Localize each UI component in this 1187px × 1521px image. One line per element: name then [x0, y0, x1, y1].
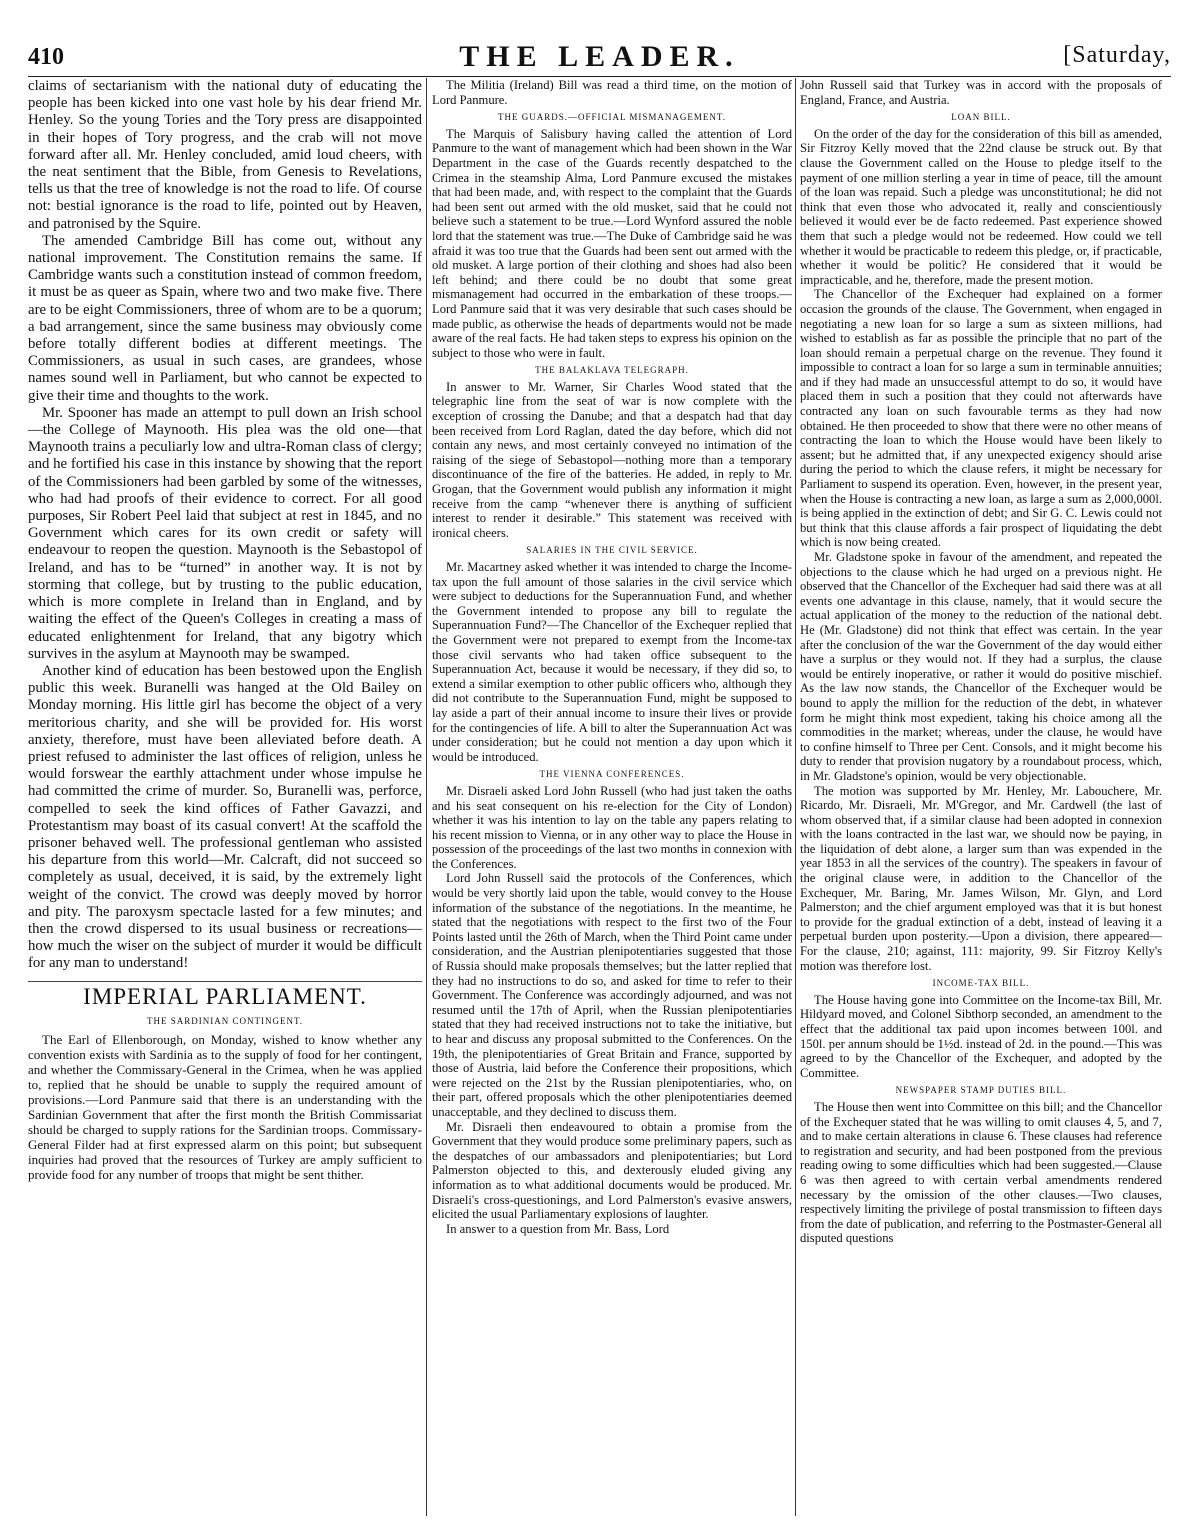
paragraph: The Marquis of Salisbury having called the attention of Lord Panmure to the want of management which had been shown in the War Department in the case of the Guards recently despatched to the Crimea in the steamship Alma, Lord Panmure excused the mistakes that had been made, and, with respect to the complaint that the Guards had been sent out armed with the old musket, said that he could not believe such a statement to be true.—Lord Wynford assured the noble lord that the statement was true.—The Duke of Cambridge said he was afraid it was too true that the Guards had been sent out armed with the old musket. A large portion of their clothing and shoes had also been left behind; and there could be no doubt that some great mismanagement had occurred in the embarkation of these troops.—Lord Panmure said that it was very desirable that such cases should be made public, as otherwise the heads of departments would not be made aware of the real facts. He had taken steps to express his opinion on the subject to those who were in fault.	[432, 126, 792, 360]
paragraph: The Chancellor of the Exchequer had explained on a former occasion the grounds of the clause. The Government, when engaged in negotiating a new loan for so large a sum as sixteen millions, had wished to establish as far as possible the principle that no part of the loan should remain a perpetual charge on the revenue. They found it impossible to contract a loan for so large a sum in terminable annuities; and if they had made an unsuccessful attempt to do so, it would have placed them in such a position that they could not afterwards have contracted any loan on such favourable terms as they had now obtained. He then proceeded to show that there were no other means of contracting the loan to which the House would have been likely to assent; but he admitted that, if any unexpected exigency should arise during the period to which the clause refers, it might be necessary for Parliament to suspend its operation. Even, however, in the present year, when the House is contracting a new loan, as large a sum as 2,000,000l. is being applied in the extinction of debt; and Sir G. C. Lewis could not but think that this clause affords a fair prospect of liquidating the debt which is now being created.	[800, 287, 1162, 550]
page-header	[28, 40, 1171, 77]
paragraph: The Earl of Ellenborough, on Monday, wished to know whether any convention exists with Sardinia as to the supply of food for her contingent, and whether the Commissary-General in the Crimea, when he was applied to, replied that he should be unable to supply the required amount of provisions.—Lord Panmure said that there is an understanding with the Sardinian Government that after the first month the British Commissariat should be charged to supply rations for the Sardinian troops. Commissary-General Filder had at first expressed alarm on this point; but subsequent inquiries had proved that the resources of Turkey are amply sufficient to provide food for any number of troops that might be sent thither.	[28, 1031, 422, 1182]
issue-day: [Saturday,	[1063, 42, 1171, 68]
paragraph: The House having gone into Committee on the Income-tax Bill, Mr. Hildyard moved, and Colonel Sibthorp seconded, an amendment to the effect that the additional tax paid upon incomes between 100l. and 150l. per annum should be 1½d. instead of 2d. in the pound.—This was agreed to by the Chancellor of the Exchequer, and adopted by the Committee.	[800, 992, 1162, 1080]
paragraph: On the order of the day for the consideration of this bill as amended, Sir Fitzroy Kelly moved that the 22nd clause be struck out. By that clause the Government called on the House to pledge itself to the payment of one million sterling a year in time of peace, till the amount of the loan was repaid. Such a pledge was unconstitutional; he did not think that even those who advocated it, really and conscientiously believed it would ever be de facto redeemed. Past experience showed them that such a pledge would not be redeemed. How could we tell whether it would be practicable to redeem this pledge, or, if practicable, whether it would be politic? He considered that it would be impracticable, and he, therefore, made the present motion.	[800, 126, 1162, 287]
paragraph: Mr. Gladstone spoke in favour of the amendment, and repeated the objections to the clause which he had urged on a previous night. He observed that the Chancellor of the Exchequer had said there was at all events one advantage in this clause, namely, that it would secure the actual application of the money to the reduction of the national debt. He (Mr. Gladstone) did not think that effect was certain. In the year after the conclusion of the war the Government of the day would either have a surplus or they would not. If they had a surplus, the clause would be entirely inoperative, or rather it would do positive mischief. As the law now stands, the Chancellor of the Exchequer would be bound to apply the million for the reduction of the debt, in whatever form he might think most expedient, taking his choice among all the commodities in the market; whereas, under the clause, he would have to confine himself to Three per Cent. Consols, and it might become his duty to render that provision nugatory by a roundabout process, which, in Mr. Gladstone's opinion, would be very objectionable.	[800, 550, 1162, 783]
paragraph: Mr. Disraeli asked Lord John Russell (who had just taken the oaths and his seat consequent on his re-election for the City of London) whether it was his intention to lay on the table any papers relating to his recent mission to Vienna, or in any other way to place the House in possession of the proceedings of the last two months in connexion with the Conferences.	[432, 783, 792, 871]
paragraph: Mr. Macartney asked whether it was intended to charge the Income-tax upon the full amount of those salaries in the civil service which were subject to deductions for the Superannuation Fund, and whether the Government intended to propose any bill to regulate the Superannuation Fund?—The Chancellor of the Exchequer replied that the Government were not prepared to exempt from the Income-tax those civil servants who had taken office subsequent to the Superannuation Act, because it would be necessary, if they did so, to extend a similar exemption to other public officers who, although they did not contribute to the Superannuation Fund, might be supposed to lay aside a part of their annual income to insure their lives or provide for the contingencies of life. A bill to alter the Superannuation Act was under consideration; but he could not mention a day upon which it would be introduced.	[432, 560, 792, 764]
paragraph: claims of sectarianism with the national duty of educating the people has been kicked into one vast hole by his dear friend Mr. Henley. So the young Tories and the Tory press are disappointed in their hopes of Tory progress, and the crab will not move forward after all. Mr. Henley concluded, amid loud cheers, with the neat sentiment that the Bible, from Genesis to Revelations, tells us that the tree of knowledge is not the road to life. Of course not: bestial ignorance is the road to life, pointed out by Heaven, and patronised by the Squire.	[28, 78, 422, 232]
paragraph: Mr. Spooner has made an attempt to pull down an Irish school—the College of Maynooth. His plea was the old one—that Maynooth trains a peculiarly low and ultra-Roman class of clergy; and he fortified his case in this instance by showing that the report of the Commissioners had been garbled by some of the witnesses, who had had proofs of their evidence to correct. For all good purposes, Sir Robert Peel laid that subject at rest in 1845, and no Government which cares for its own credit or safety will endeavour to reopen the question. Maynooth is the Sebastopol of Ireland, and has to be “turned” in another way. It is not by storming that college, but by trusting to the public education, which is more complete in Ireland than in England, and by waiting the effect of the Queen's Colleges in creating a mass of educated enlightenment for Ireland, that any bigotry which survives in the asylum at Maynooth may be swamped.	[28, 404, 422, 662]
paragraph: The House then went into Committee on this bill; and the Chancellor of the Exchequer stated that he was willing to omit clauses 4, 5, and 7, and to make certain alterations in clause 6. These clauses had reference to registration and security, and had been postponed from the previous reading owing to some difficulties which had been suggested.—Clause 6 was then agreed to with certain verbal amendments rendered necessary by the omission of the other clauses.—Two clauses, respectively limiting the privilege of postal transmission to fifteen days from the date of publication, and referring to the Postmaster-General all disputed questions	[800, 1099, 1162, 1246]
sub-heading: THE BALAKLAVA TELEGRAPH.	[535, 365, 689, 376]
paragraph: The motion was supported by Mr. Henley, Mr. Labouchere, Mr. Ricardo, Mr. Disraeli, Mr. M'Gregor, and Mr. Cardwell (the last of whom observed that, if a similar clause had been adopted in connexion with the loans contracted in the last war, we should now be paying, in the liquidation of debt alone, a larger sum than was expended in the year 1853 in all the services of the country). The speakers in favour of the original clause were, in addition to the Chancellor of the Exchequer, Mr. Baring, Mr. James Wilson, Mr. Glyn, and Lord Palmerston; and the chief argument employed was that it is but honest to provide for the gradual extinction of a debt, instead of leaving it a perpetual burden upon posterity.—Upon a division, there appeared—For the clause, 210; against, 111: majority, 99. Sir Fitzroy Kelly's motion was therefore lost.	[800, 783, 1162, 973]
sub-heading: THE GUARDS.—OFFICIAL MISMANAGEMENT.	[497, 112, 726, 123]
paragraph: Lord John Russell said the protocols of the Conferences, which would be very shortly laid upon the table, would convey to the House information of the substance of the negotiations. In the meantime, he stated that the negotiations with respect to the first two of the Four Points lasted until the 26th of March, when the Third Point came under consideration, and the Austrian plenipotentiaries suggested that those of Russia should make proposals themselves; but the latter replied that they had no instructions to do so, and asked for time to refer to their Government. The Conference was accordingly adjourned, and was not resumed until the 17th of April, when the Russian plenipotentiaries stated that they had received instructions not to take the initiative, but to hear and discuss any proposal submitted to the Conferences. On the 19th, the plenipotentiaries of Great Britain and France, supported by those of Austria, laid before the Conference their propositions, which were rejected on the 21st by the Russian plenipotentiaries, who, on their part, offered proposals which the other plenipotentiaries deemed unacceptable, and they declined to discuss them.	[432, 871, 792, 1119]
sub-heading: SALARIES IN THE CIVIL SERVICE.	[526, 545, 698, 556]
masthead: THE LEADER.	[459, 40, 740, 73]
paragraph: In answer to Mr. Warner, Sir Charles Wood stated that the telegraphic line from the seat of war is now complete with the exception of crossing the Danube; and that a despatch had that day been received from Lord Raglan, dated the day before, which did not contain any news, and most certainly conveyed no intimation of the raising of the siege of Sebastopol—nothing more than a temporary discontinuance of the fire of the batteries. He added, in reply to Mr. Grogan, that the Government would publish any information it might receive from the camp “whenever there is anything of sufficient interest to render it desirable.” This statement was received with ironical cheers.	[432, 379, 792, 540]
column-3	[800, 78, 1162, 1518]
column-2	[432, 78, 792, 1518]
sub-heading: THE SARDINIAN CONTINGENT.	[146, 1015, 304, 1026]
sub-heading: LOAN BILL.	[951, 112, 1011, 123]
paragraph: Mr. Disraeli then endeavoured to obtain a promise from the Government that they would produce some preliminary papers, such as the despatches of our ambassadors and plenipotentiaries; but Lord Palmerston objected to this, and dexterously eluded giving any information as to what additional documents would be produced. Mr. Disraeli's cross-questionings, and Lord Palmerston's evasive answers, elicited the usual Parliamentary explosions of laughter.	[432, 1119, 792, 1222]
column-divider	[795, 78, 796, 1516]
paragraph: The Militia (Ireland) Bill was read a third time, on the motion of Lord Panmure.	[432, 78, 792, 107]
section-heading: IMPERIAL PARLIAMENT.	[28, 981, 422, 1005]
sub-heading: THE VIENNA CONFERENCES.	[539, 769, 685, 780]
column-1	[28, 78, 422, 1518]
paragraph: Another kind of education has been bestowed upon the English public this week. Buranelli was hanged at the Old Bailey on Monday morning. His little girl has become the object of a very meritorious charity, and she will be provided for. His worst anxiety, therefore, must have been alleviated before death. A priest refused to administer the last offices of religion, unless he would forswear the earthly attachment under whose impulse he had committed the crime of murder. So, Buranelli was, perforce, compelled to seek the kind offices of Father Gavazzi, and Protestantism may boast of its casual convert! At the scaffold the prisoner behaved well. The professional gentleman who assisted his departure from this world—Mr. Calcraft, did not succeed so completely as usual, deceived, it is said, by the extremely light weight of the convict. The crowd was deeply moved by horror and pity. The paroxysm spectacle lasted for a few minutes; and then the crowd dispersed to its usual business or recreations—how much the wiser on the subject of murder it would be difficult for any man to understand!	[28, 662, 422, 972]
paragraph: In answer to a question from Mr. Bass, Lord	[446, 1221, 670, 1236]
column-divider	[426, 78, 427, 1516]
page-number: 410	[28, 44, 64, 70]
sub-heading: INCOME-TAX BILL.	[932, 978, 1030, 989]
paragraph: The amended Cambridge Bill has come out, without any national improvement. The Constitution remains the same. If Cambridge wants such a constitution instead of common freedom, it must be as queer as Spain, where two and two make five. There are to be eight Commissioners, three of whom are to be a quorum; a bad arrangement, since the same business may obviously come before totally different bodies at different meetings. The Commissioners, as usual in such cases, are grandees, whose names sound well in Parliament, but who cannot be expected to give their time and thoughts to the work.	[28, 232, 422, 404]
paragraph: John Russell said that Turkey was in accord with the proposals of England, France, and Austria.	[800, 78, 1162, 107]
sub-heading: NEWSPAPER STAMP DUTIES BILL.	[895, 1085, 1067, 1096]
